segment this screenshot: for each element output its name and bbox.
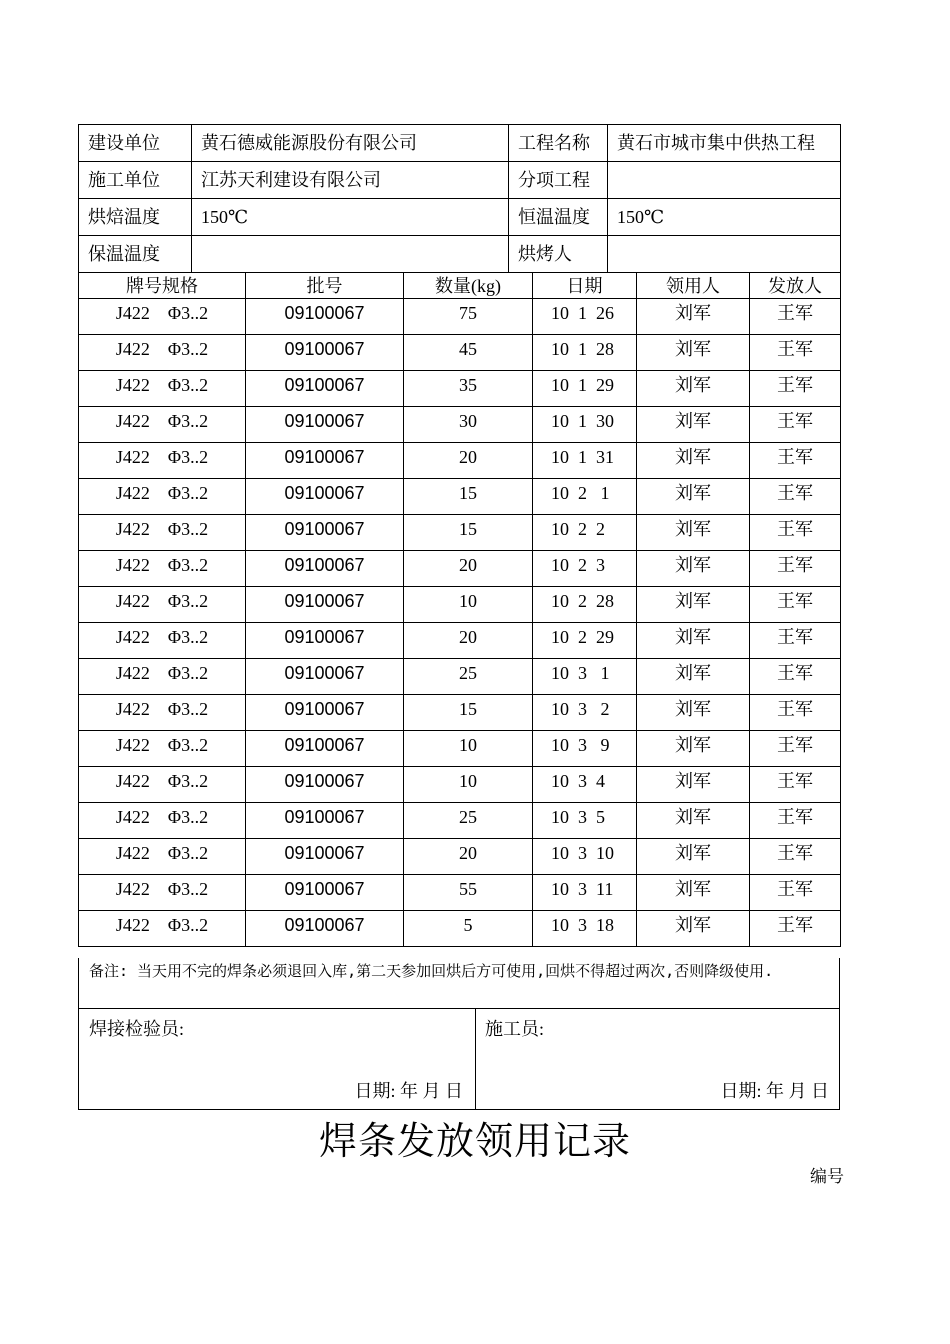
cell-batch: 09100067 — [246, 551, 404, 587]
document-title: 焊条发放领用记录 — [318, 1119, 631, 1163]
cell-date: 10 3 11 — [533, 875, 637, 911]
table-row — [79, 911, 841, 947]
cell-quantity: 15 — [404, 479, 533, 515]
cell-batch: 09100067 — [246, 695, 404, 731]
cell-quantity: 10 — [404, 731, 533, 767]
cell-receiver: 刘军 — [637, 587, 750, 623]
cell-batch: 09100067 — [246, 335, 404, 371]
info-row — [79, 162, 841, 199]
builder-value: 黄石德威能源股份有限公司 — [192, 125, 509, 162]
cell-issuer: 王军 — [750, 767, 841, 803]
cell-date: 10 2 1 — [533, 479, 637, 515]
subproject-value — [608, 162, 841, 199]
cell-spec: J422 Φ3..2 — [79, 695, 246, 731]
table-row — [79, 407, 841, 443]
holding-temp-value — [192, 236, 509, 273]
cell-date: 10 1 30 — [533, 407, 637, 443]
table-row — [79, 479, 841, 515]
remarks-note: 备注: 当天用不完的焊条必须退回入库,第二天参加回烘后方可使用,回烘不得超过两次,否则降级使用. — [78, 958, 840, 1009]
cell-date: 10 1 28 — [533, 335, 637, 371]
baker-value — [608, 236, 841, 273]
cell-quantity: 15 — [404, 515, 533, 551]
cell-spec: J422 Φ3..2 — [79, 911, 246, 947]
cell-batch: 09100067 — [246, 515, 404, 551]
cell-issuer: 王军 — [750, 875, 841, 911]
cell-quantity: 20 — [404, 443, 533, 479]
cell-batch: 09100067 — [246, 659, 404, 695]
cell-receiver: 刘军 — [637, 875, 750, 911]
cell-quantity: 75 — [404, 299, 533, 335]
cell-issuer: 王军 — [750, 335, 841, 371]
table-row — [79, 623, 841, 659]
cell-spec: J422 Φ3..2 — [79, 623, 246, 659]
worker-date: 日期: 年 月 日 — [720, 1081, 829, 1101]
info-row — [79, 236, 841, 273]
table-row — [79, 299, 841, 335]
cell-batch: 09100067 — [246, 299, 404, 335]
cell-spec: J422 Φ3..2 — [79, 767, 246, 803]
cell-spec: J422 Φ3..2 — [79, 371, 246, 407]
info-row — [79, 125, 841, 162]
cell-receiver: 刘军 — [637, 659, 750, 695]
column-header-batch: 批号 — [246, 273, 404, 299]
cell-date: 10 1 26 — [533, 299, 637, 335]
project-label: 工程名称 — [509, 125, 608, 162]
column-header-spec: 牌号规格 — [79, 273, 246, 299]
cell-receiver: 刘军 — [637, 839, 750, 875]
cell-batch: 09100067 — [246, 443, 404, 479]
info-row — [79, 199, 841, 236]
cell-batch: 09100067 — [246, 875, 404, 911]
records-body — [79, 273, 841, 947]
cell-spec: J422 Φ3..2 — [79, 875, 246, 911]
table-row — [79, 587, 841, 623]
table-row — [79, 839, 841, 875]
table-row — [79, 515, 841, 551]
cell-date: 10 2 3 — [533, 551, 637, 587]
cell-issuer: 王军 — [750, 551, 841, 587]
cell-quantity: 45 — [404, 335, 533, 371]
contractor-value: 江苏天利建设有限公司 — [192, 162, 509, 199]
cell-receiver: 刘军 — [637, 371, 750, 407]
cell-issuer: 王军 — [750, 407, 841, 443]
signature-divider — [475, 1009, 476, 1109]
column-header-date: 日期 — [533, 273, 637, 299]
inspector-date: 日期: 年 月 日 — [354, 1081, 463, 1101]
cell-date: 10 3 18 — [533, 911, 637, 947]
cell-spec: J422 Φ3..2 — [79, 731, 246, 767]
signature-section — [78, 1008, 840, 1110]
column-header-quantity: 数量(kg) — [404, 273, 533, 299]
cell-spec: J422 Φ3..2 — [79, 839, 246, 875]
cell-quantity: 35 — [404, 371, 533, 407]
cell-receiver: 刘军 — [637, 623, 750, 659]
baking-temp-value: 150℃ — [192, 199, 509, 236]
cell-issuer: 王军 — [750, 839, 841, 875]
cell-date: 10 3 1 — [533, 659, 637, 695]
cell-receiver: 刘军 — [637, 551, 750, 587]
cell-batch: 09100067 — [246, 731, 404, 767]
subproject-label: 分项工程 — [509, 162, 608, 199]
table-row — [79, 371, 841, 407]
table-row — [79, 767, 841, 803]
cell-receiver: 刘军 — [637, 299, 750, 335]
cell-receiver: 刘军 — [637, 911, 750, 947]
table-row — [79, 659, 841, 695]
cell-issuer: 王军 — [750, 731, 841, 767]
cell-receiver: 刘军 — [637, 731, 750, 767]
header-row — [79, 273, 841, 299]
table-row — [79, 731, 841, 767]
constant-temp-label: 恒温温度 — [509, 199, 608, 236]
cell-spec: J422 Φ3..2 — [79, 299, 246, 335]
cell-issuer: 王军 — [750, 443, 841, 479]
cell-quantity: 10 — [404, 587, 533, 623]
cell-date: 10 3 5 — [533, 803, 637, 839]
issue-records-table — [78, 272, 841, 947]
table-row — [79, 443, 841, 479]
cell-receiver: 刘军 — [637, 335, 750, 371]
cell-issuer: 王军 — [750, 623, 841, 659]
cell-batch: 09100067 — [246, 623, 404, 659]
constant-temp-value: 150℃ — [608, 199, 841, 236]
cell-quantity: 5 — [404, 911, 533, 947]
cell-date: 10 2 29 — [533, 623, 637, 659]
cell-receiver: 刘军 — [637, 443, 750, 479]
builder-label: 建设单位 — [79, 125, 192, 162]
cell-spec: J422 Φ3..2 — [79, 803, 246, 839]
cell-spec: J422 Φ3..2 — [79, 551, 246, 587]
cell-date: 10 2 28 — [533, 587, 637, 623]
column-header-receiver: 领用人 — [637, 273, 750, 299]
cell-receiver: 刘军 — [637, 695, 750, 731]
cell-issuer: 王军 — [750, 515, 841, 551]
cell-date: 10 3 4 — [533, 767, 637, 803]
cell-receiver: 刘军 — [637, 407, 750, 443]
cell-receiver: 刘军 — [637, 515, 750, 551]
project-info-table — [78, 124, 841, 273]
baking-temp-label: 烘焙温度 — [79, 199, 192, 236]
cell-batch: 09100067 — [246, 803, 404, 839]
cell-quantity: 20 — [404, 551, 533, 587]
inspector-label: 焊接检验员: — [89, 1019, 185, 1039]
cell-batch: 09100067 — [246, 371, 404, 407]
cell-issuer: 王军 — [750, 803, 841, 839]
cell-date: 10 3 2 — [533, 695, 637, 731]
table-row — [79, 335, 841, 371]
cell-batch: 09100067 — [246, 767, 404, 803]
cell-date: 10 2 2 — [533, 515, 637, 551]
cell-issuer: 王军 — [750, 587, 841, 623]
cell-quantity: 15 — [404, 695, 533, 731]
cell-spec: J422 Φ3..2 — [79, 479, 246, 515]
cell-date: 10 1 29 — [533, 371, 637, 407]
table-row — [79, 875, 841, 911]
cell-spec: J422 Φ3..2 — [79, 587, 246, 623]
cell-receiver: 刘军 — [637, 803, 750, 839]
cell-issuer: 王军 — [750, 479, 841, 515]
cell-batch: 09100067 — [246, 479, 404, 515]
cell-date: 10 3 10 — [533, 839, 637, 875]
cell-spec: J422 Φ3..2 — [79, 335, 246, 371]
column-header-issuer: 发放人 — [750, 273, 841, 299]
cell-issuer: 王军 — [750, 659, 841, 695]
cell-batch: 09100067 — [246, 911, 404, 947]
baker-label: 烘烤人 — [509, 236, 608, 273]
cell-receiver: 刘军 — [637, 767, 750, 803]
cell-quantity: 25 — [404, 803, 533, 839]
table-row — [79, 695, 841, 731]
cell-quantity: 20 — [404, 839, 533, 875]
cell-date: 10 1 31 — [533, 443, 637, 479]
cell-issuer: 王军 — [750, 911, 841, 947]
table-row — [79, 803, 841, 839]
cell-batch: 09100067 — [246, 839, 404, 875]
cell-quantity: 10 — [404, 767, 533, 803]
cell-issuer: 王军 — [750, 695, 841, 731]
cell-spec: J422 Φ3..2 — [79, 443, 246, 479]
cell-spec: J422 Φ3..2 — [79, 659, 246, 695]
table-row — [79, 551, 841, 587]
cell-quantity: 25 — [404, 659, 533, 695]
contractor-label: 施工单位 — [79, 162, 192, 199]
cell-receiver: 刘军 — [637, 479, 750, 515]
project-value: 黄石市城市集中供热工程 — [608, 125, 841, 162]
cell-batch: 09100067 — [246, 407, 404, 443]
cell-spec: J422 Φ3..2 — [79, 515, 246, 551]
holding-temp-label: 保温温度 — [79, 236, 192, 273]
cell-batch: 09100067 — [246, 587, 404, 623]
cell-issuer: 王军 — [750, 371, 841, 407]
cell-quantity: 20 — [404, 623, 533, 659]
cell-spec: J422 Φ3..2 — [79, 407, 246, 443]
cell-quantity: 30 — [404, 407, 533, 443]
cell-quantity: 55 — [404, 875, 533, 911]
worker-label: 施工员: — [485, 1019, 545, 1039]
document-number-label: 编号 — [810, 1167, 844, 1186]
cell-date: 10 3 9 — [533, 731, 637, 767]
cell-issuer: 王军 — [750, 299, 841, 335]
